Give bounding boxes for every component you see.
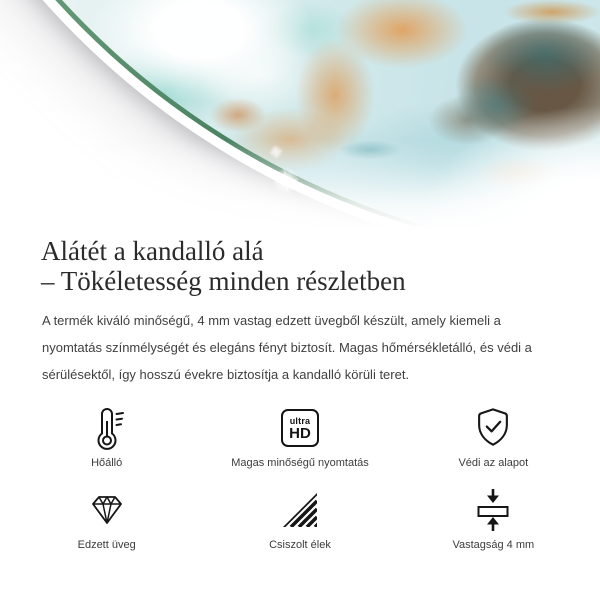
feature-item-heat-resistant [10, 405, 203, 469]
feature-item-thickness [397, 487, 590, 551]
feature-label: Edzett üveg [77, 539, 136, 551]
feature-label: Vastagság 4 mm [452, 539, 535, 551]
page-title-line2: – Tökéletesség minden részletben [41, 266, 406, 296]
shield-check-icon [471, 406, 515, 450]
feature-icon-slot [281, 405, 319, 451]
sparkle-small-icon [267, 143, 285, 161]
feature-icon-slot [475, 487, 511, 533]
product-photo [0, 0, 600, 232]
feature-grid [10, 405, 590, 551]
feature-label: Hőálló [91, 457, 123, 469]
feature-icon-slot [87, 405, 127, 451]
ultra-hd-icon-bottom-text: HD [289, 424, 311, 442]
page-title [0, 232, 600, 296]
polished-edges-icon [282, 492, 318, 528]
feature-icon-slot [282, 487, 318, 533]
diamond-icon [87, 493, 127, 527]
product-description: A termék kiváló minőségű, 4 mm vastag edzett üvegből készült, amely kiemeli a nyomtatás színmélységét és elegáns fényt biztosít. Magas hőmérsékletálló, és védi a sérülésektől, így hosszú évekre biztosítja a kandalló körüli teret. [42, 313, 532, 382]
feature-item-print-quality [203, 405, 396, 469]
ultra-hd-icon-top-text: ultra [289, 415, 311, 426]
thickness-icon [475, 487, 511, 533]
page-title-line1: Alátét a kandalló alá [41, 236, 264, 266]
feature-label: Védi az alapot [458, 457, 529, 469]
sparkle-icon [269, 164, 303, 198]
photo-fade-overlay [0, 0, 600, 232]
feature-label: Csiszolt élek [269, 539, 331, 551]
feature-label: Magas minőségű nyomtatás [231, 457, 369, 469]
feature-item-tempered-glass [10, 487, 203, 551]
feature-item-polished-edges [203, 487, 396, 551]
feature-icon-slot [471, 405, 515, 451]
feature-icon-slot [87, 487, 127, 533]
thermometer-icon [87, 406, 127, 450]
ultra-hd-icon [281, 409, 319, 447]
feature-item-protects-base [397, 405, 590, 469]
